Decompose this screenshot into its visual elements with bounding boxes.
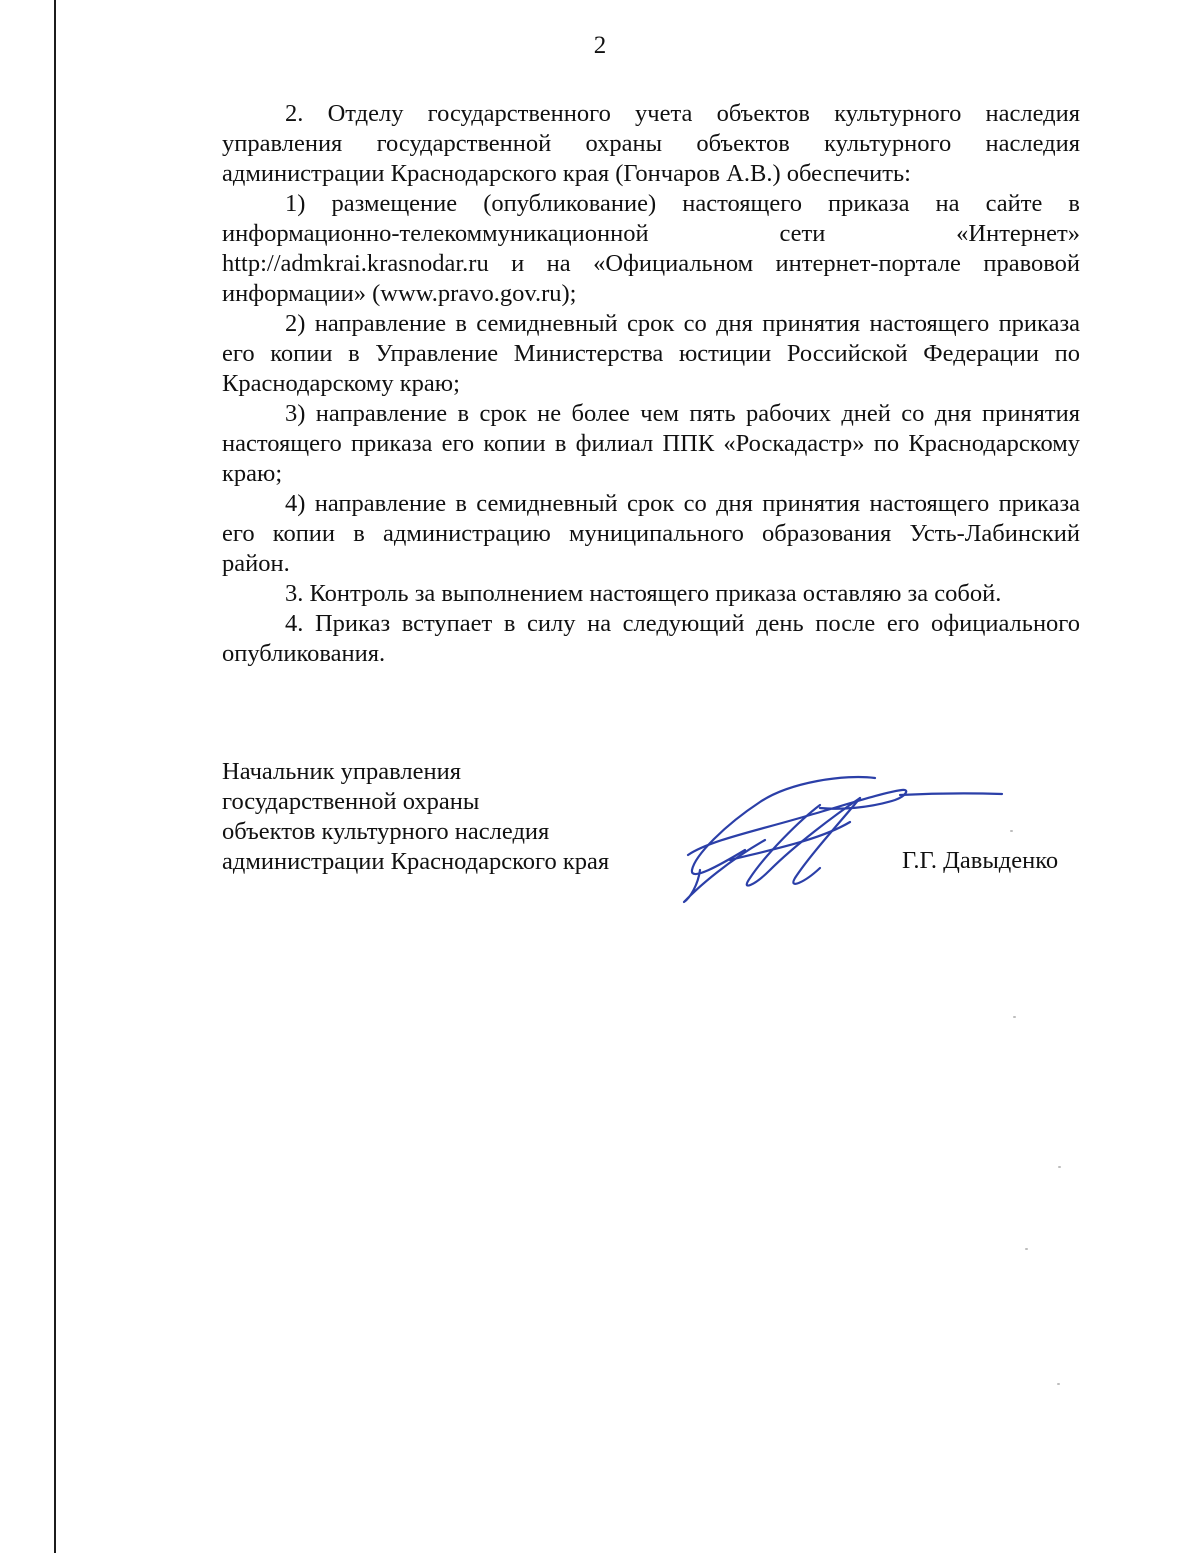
signer-position-line: администрации Краснодарского края xyxy=(222,848,610,875)
signer-position-line: объектов культурного наследия xyxy=(222,818,550,845)
signer-name: Г.Г. Давыденко xyxy=(902,847,1059,874)
scan-left-edge xyxy=(54,0,56,1553)
paragraph-item-4: 4. Приказ вступает в силу на следующий день после его официального опубликования. xyxy=(222,610,1080,667)
paragraph-subitem-1: 1) размещение (опубликование) настоящего приказа на сайте в информационно-телекоммуникационной сети «Интернет» http://admkrai.krasnodar.ru и на «Официальном интернет-портале правовой информации» (www.pravo.gov.ru); xyxy=(222,190,1080,307)
signer-position-line: Начальник управления xyxy=(222,758,461,785)
document-body xyxy=(222,99,1080,669)
signer-position-line: государственной охраны xyxy=(222,788,480,815)
paragraph-subitem-4: 4) направление в семидневный срок со дня принятия настоящего приказа его копии в администрацию муниципального образования Усть-Лабинский район. xyxy=(222,490,1080,577)
paragraph-item-3: 3. Контроль за выполнением настоящего приказа оставляю за собой. xyxy=(285,580,1002,607)
paragraph-item-2: 2. Отделу государственного учета объектов культурного наследия управления государственной охраны объектов культурного наследия администрации Краснодарского края (Гончаров А.В.) обеспечить: xyxy=(222,100,1080,187)
paragraph-subitem-3: 3) направление в срок не более чем пять рабочих дней со дня принятия настоящего приказа его копии в филиал ППК «Роскадастр» по Краснодарскому краю; xyxy=(222,400,1080,487)
page-number: 2 xyxy=(593,32,607,59)
paragraph-subitem-2: 2) направление в семидневный срок со дня принятия настоящего приказа его копии в Управление Министерства юстиции Российской Федерации по Краснодарскому краю; xyxy=(222,310,1080,397)
signer-position xyxy=(222,757,609,877)
handwritten-signature xyxy=(670,760,1010,910)
